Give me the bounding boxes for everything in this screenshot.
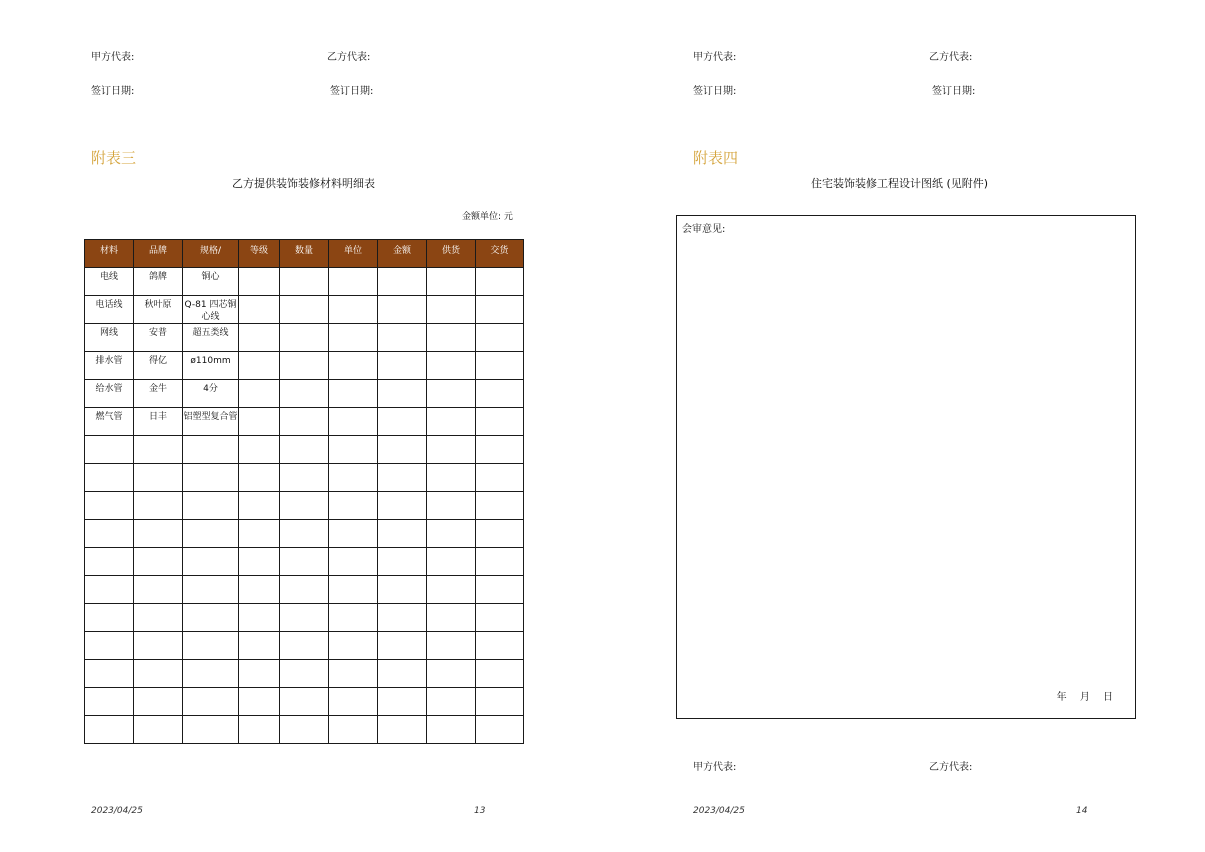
table-cell — [476, 408, 524, 436]
table-row — [85, 296, 524, 324]
table-row — [85, 660, 524, 688]
table-cell: 鸽牌 — [134, 268, 183, 296]
table-cell — [378, 436, 427, 464]
table-cell — [476, 660, 524, 688]
table-cell — [280, 464, 329, 492]
table-cell — [427, 408, 476, 436]
materials-table — [84, 239, 524, 744]
table-cell — [378, 548, 427, 576]
table-cell — [183, 464, 239, 492]
table-cell — [329, 408, 378, 436]
table-cell — [329, 380, 378, 408]
table-cell: 给水管 — [85, 380, 134, 408]
table-cell — [427, 268, 476, 296]
footer-date: 2023/04/25 — [91, 806, 143, 816]
table-cell — [378, 296, 427, 324]
table-cell — [378, 352, 427, 380]
table-cell — [427, 604, 476, 632]
table-cell — [183, 688, 239, 716]
table-cell — [329, 352, 378, 380]
table-cell — [329, 660, 378, 688]
party-b-rep-label: 乙方代表: — [327, 52, 371, 63]
table-body — [85, 268, 524, 744]
table-cell: 日丰 — [134, 408, 183, 436]
table-cell — [329, 632, 378, 660]
footer-date: 2023/04/25 — [693, 806, 745, 816]
table-cell — [183, 492, 239, 520]
table-cell — [329, 324, 378, 352]
table-cell — [378, 604, 427, 632]
table-cell — [378, 520, 427, 548]
page-14 — [603, 0, 1205, 852]
table-cell — [329, 520, 378, 548]
table-cell: 4分 — [183, 380, 239, 408]
table-cell — [134, 436, 183, 464]
table-cell — [85, 548, 134, 576]
table-cell — [476, 576, 524, 604]
table-cell: ø110mm — [183, 352, 239, 380]
table-cell — [85, 688, 134, 716]
header-supply: 供货 — [427, 240, 476, 268]
table-cell — [239, 268, 280, 296]
table-cell — [239, 324, 280, 352]
table-cell — [280, 716, 329, 744]
table-cell — [134, 492, 183, 520]
table-cell — [280, 688, 329, 716]
table-row — [85, 436, 524, 464]
table-cell — [280, 604, 329, 632]
table-cell — [329, 716, 378, 744]
table-cell — [85, 576, 134, 604]
drawings-subtitle: 住宅装饰装修工程设计图纸 (见附件) — [811, 177, 989, 190]
bottom-party-b-rep-label: 乙方代表: — [929, 762, 973, 773]
table-cell — [134, 520, 183, 548]
table-cell — [239, 716, 280, 744]
table-cell — [476, 268, 524, 296]
table-cell — [239, 464, 280, 492]
table-cell — [280, 632, 329, 660]
table-cell — [183, 632, 239, 660]
table-cell — [239, 492, 280, 520]
table-cell — [378, 408, 427, 436]
table-cell — [378, 632, 427, 660]
table-cell — [476, 520, 524, 548]
table-cell — [427, 520, 476, 548]
table-cell: 超五类线 — [183, 324, 239, 352]
table-cell — [329, 576, 378, 604]
table-cell — [85, 436, 134, 464]
table-cell — [280, 660, 329, 688]
table-cell — [427, 324, 476, 352]
table-cell — [280, 296, 329, 324]
table-cell — [427, 464, 476, 492]
table-cell — [378, 380, 427, 408]
table-cell — [476, 352, 524, 380]
table-cell — [329, 548, 378, 576]
table-cell — [427, 548, 476, 576]
header-brand: 品牌 — [134, 240, 183, 268]
table-cell — [329, 492, 378, 520]
table-cell — [476, 296, 524, 324]
sign-date-b-label: 签订日期: — [330, 86, 374, 97]
appendix-heading: 附表三 — [91, 149, 137, 167]
party-a-rep-label: 甲方代表: — [91, 52, 135, 63]
table-cell — [239, 576, 280, 604]
header-quantity: 数量 — [280, 240, 329, 268]
table-cell — [329, 296, 378, 324]
currency-unit: 金额单位: 元 — [462, 212, 513, 222]
table-cell — [427, 716, 476, 744]
table-cell — [134, 688, 183, 716]
header-unit: 单位 — [329, 240, 378, 268]
table-cell — [239, 520, 280, 548]
table-cell — [280, 268, 329, 296]
sign-date-a-label: 签订日期: — [693, 86, 737, 97]
party-a-rep-label: 甲方代表: — [693, 52, 737, 63]
table-cell: 电话线 — [85, 296, 134, 324]
table-cell — [183, 604, 239, 632]
table-cell — [134, 632, 183, 660]
table-cell: 金牛 — [134, 380, 183, 408]
review-opinion-box — [676, 215, 1136, 719]
table-cell — [476, 492, 524, 520]
page-13 — [0, 0, 602, 852]
table-cell — [378, 716, 427, 744]
appendix-heading: 附表四 — [693, 149, 739, 167]
table-cell: 秋叶原 — [134, 296, 183, 324]
table-cell — [239, 632, 280, 660]
table-cell — [134, 660, 183, 688]
table-cell — [239, 660, 280, 688]
table-subtitle: 乙方提供装饰装修材料明细表 — [232, 177, 375, 190]
table-row — [85, 716, 524, 744]
table-cell — [85, 604, 134, 632]
table-row — [85, 632, 524, 660]
table-cell — [427, 660, 476, 688]
table-row — [85, 408, 524, 436]
table-cell — [85, 716, 134, 744]
table-cell: Q-81 四芯铜心线 — [183, 296, 239, 324]
party-b-rep-label: 乙方代表: — [929, 52, 973, 63]
table-cell: 铝塑型复合管 — [183, 408, 239, 436]
footer-page-number: 14 — [1076, 806, 1088, 816]
table-cell — [280, 520, 329, 548]
table-cell — [239, 380, 280, 408]
table-cell — [476, 436, 524, 464]
table-cell — [239, 688, 280, 716]
table-cell — [280, 408, 329, 436]
table-cell — [378, 464, 427, 492]
review-opinion-label: 会审意见: — [682, 224, 726, 235]
header-delivery: 交货 — [476, 240, 524, 268]
table-cell — [329, 268, 378, 296]
table-row — [85, 352, 524, 380]
table-row — [85, 464, 524, 492]
table-row — [85, 576, 524, 604]
review-date: 年 月 日 — [1056, 692, 1113, 703]
table-cell — [329, 604, 378, 632]
table-cell — [329, 436, 378, 464]
table-cell — [183, 436, 239, 464]
table-cell — [427, 576, 476, 604]
table-cell — [280, 576, 329, 604]
header-amount: 金额 — [378, 240, 427, 268]
table-cell — [280, 548, 329, 576]
table-cell — [239, 604, 280, 632]
table-cell — [134, 604, 183, 632]
table-cell — [378, 324, 427, 352]
table-cell — [378, 688, 427, 716]
table-cell — [183, 716, 239, 744]
table-row — [85, 380, 524, 408]
table-cell — [378, 660, 427, 688]
table-row — [85, 688, 524, 716]
table-cell — [476, 464, 524, 492]
table-cell — [239, 408, 280, 436]
table-cell: 排水管 — [85, 352, 134, 380]
table-cell — [427, 436, 476, 464]
table-cell — [239, 352, 280, 380]
table-cell — [476, 604, 524, 632]
table-cell — [85, 632, 134, 660]
table-cell — [134, 548, 183, 576]
table-cell — [329, 688, 378, 716]
table-cell — [183, 520, 239, 548]
header-grade: 等级 — [239, 240, 280, 268]
table-cell — [378, 576, 427, 604]
table-row — [85, 548, 524, 576]
table-cell — [183, 576, 239, 604]
table-cell — [134, 576, 183, 604]
table-cell — [280, 436, 329, 464]
table-cell — [280, 352, 329, 380]
table-cell — [85, 492, 134, 520]
table-cell — [476, 380, 524, 408]
sign-date-a-label: 签订日期: — [91, 86, 135, 97]
table-cell — [378, 492, 427, 520]
table-cell — [85, 660, 134, 688]
table-cell — [427, 688, 476, 716]
table-cell — [427, 492, 476, 520]
table-cell — [183, 660, 239, 688]
table-cell — [378, 268, 427, 296]
table-cell — [183, 548, 239, 576]
table-cell — [280, 492, 329, 520]
header-material: 材料 — [85, 240, 134, 268]
table-cell — [134, 464, 183, 492]
table-cell — [476, 688, 524, 716]
table-cell: 电线 — [85, 268, 134, 296]
table-row — [85, 268, 524, 296]
table-cell — [476, 548, 524, 576]
table-cell — [427, 632, 476, 660]
table-cell — [239, 436, 280, 464]
table-row — [85, 492, 524, 520]
table-cell — [85, 464, 134, 492]
table-cell — [329, 464, 378, 492]
table-cell: 安普 — [134, 324, 183, 352]
table-row — [85, 520, 524, 548]
table-cell: 得亿 — [134, 352, 183, 380]
table-row — [85, 604, 524, 632]
table-cell — [239, 548, 280, 576]
footer-page-number: 13 — [474, 806, 486, 816]
bottom-party-a-rep-label: 甲方代表: — [693, 762, 737, 773]
table-cell — [476, 716, 524, 744]
table-cell — [280, 324, 329, 352]
header-spec: 规格/ — [183, 240, 239, 268]
table-cell — [427, 380, 476, 408]
table-cell — [427, 296, 476, 324]
table-cell: 燃气管 — [85, 408, 134, 436]
table-cell — [427, 352, 476, 380]
table-row — [85, 324, 524, 352]
table-cell — [134, 716, 183, 744]
sign-date-b-label: 签订日期: — [932, 86, 976, 97]
table-cell: 铜心 — [183, 268, 239, 296]
table-cell — [280, 380, 329, 408]
table-cell: 网线 — [85, 324, 134, 352]
table-header-row — [85, 240, 524, 268]
table-cell — [476, 324, 524, 352]
table-cell — [476, 632, 524, 660]
table-cell — [239, 296, 280, 324]
table-cell — [85, 520, 134, 548]
